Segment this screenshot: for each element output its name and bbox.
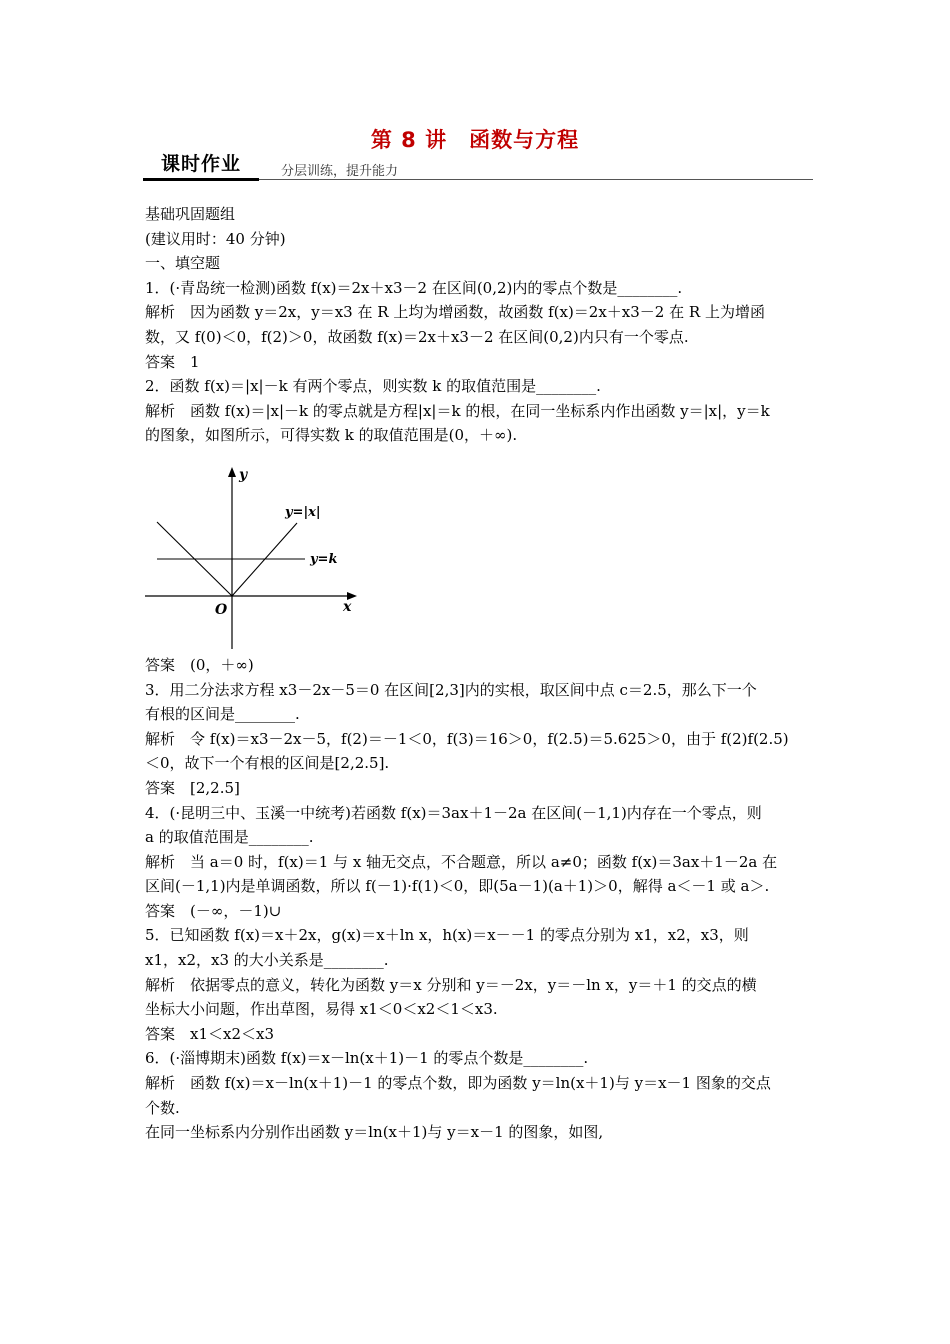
x-axis-label: x xyxy=(343,598,352,615)
banner-rule-thin xyxy=(259,179,813,180)
banner-tagline: 分层训练，提升能力 xyxy=(281,164,399,179)
question-1: 1．(·青岛统一检测)函数 f(x)＝2x＋x3－2 在区间(0,2)内的零点个数是________. xyxy=(145,278,683,297)
y-axis-arrow xyxy=(228,467,236,477)
analysis-5-line-1: 解析 依据零点的意义，转化为函数 y＝x 分别和 y＝－2x，y＝－ln x，y＝＋1 的交点的横 xyxy=(145,975,757,994)
analysis-2-line-2: 的图象，如图所示，可得实数 k 的取值范围是(0，＋∞). xyxy=(145,426,518,445)
question-5-line-2: x1，x2，x3 的大小关系是________. xyxy=(145,951,389,970)
analysis-3-line-1: 解析 令 f(x)＝x3－2x－5，f(2)＝－1＜0，f(3)＝16＞0，f(2.5)＝5.625＞0，由于 f(2)f(2.5) xyxy=(145,729,789,748)
answer-4: 答案 (－∞，－1)∪ xyxy=(145,901,282,920)
graph-svg xyxy=(145,451,375,651)
banner-label: 课时作业 xyxy=(160,153,241,175)
analysis-1-line-1: 解析 因为函数 y＝2x，y＝x3 在 R 上均为增函数，故函数 f(x)＝2x＋x3－2 在 R 上为增函 xyxy=(145,303,765,322)
question-4-line-2: a 的取值范围是________. xyxy=(145,828,314,847)
question-3-line-1: 3．用二分法求方程 x3－2x－5＝0 在区间[2,3]内的实根，取区间中点 c＝2.5，那么下一个 xyxy=(145,680,757,699)
answer-3: 答案 [2,2.5] xyxy=(145,778,240,797)
question-5-line-1: 5．已知函数 f(x)＝x＋2x，g(x)＝x＋ln x，h(x)＝x－－1 的零点分别为 x1，x2，x3，则 xyxy=(145,926,749,945)
analysis-4-line-2: 区间(－1,1)内是单调函数，所以 f(－1)·f(1)＜0，即(5a－1)(a＋1)＞0，解得 a＜－1 或 a＞. xyxy=(145,877,770,896)
answer-2: 答案 (0，＋∞) xyxy=(145,655,254,674)
question-4-line-1: 4．(·昆明三中、玉溪一中统考)若函数 f(x)＝3ax＋1－2a 在区间(－1,1)内存在一个零点，则 xyxy=(145,803,762,822)
analysis-6-line-3: 在同一坐标系内分别作出函数 y＝ln(x＋1)与 y＝x－1 的图象，如图, xyxy=(145,1123,604,1142)
analysis-3-line-2: ＜0，故下一个有根的区间是[2,2.5]. xyxy=(145,754,390,773)
analysis-6-line-2: 个数. xyxy=(145,1098,180,1117)
origin-label: O xyxy=(215,601,228,618)
y-axis-label: y xyxy=(239,466,248,483)
question-6: 6．(·淄博期末)函数 f(x)＝x－ln(x＋1)－1 的零点个数是________. xyxy=(145,1049,589,1068)
banner-rule-thick xyxy=(143,178,259,181)
abs-function-figure xyxy=(145,448,807,653)
answer-5: 答案 x1＜x2＜x3 xyxy=(145,1024,275,1043)
analysis-4-line-1: 解析 当 a＝0 时，f(x)＝1 与 x 轴无交点，不合题意，所以 a≠0；函数 f(x)＝3ax＋1－2a 在 xyxy=(145,852,778,871)
section-banner xyxy=(143,151,813,181)
analysis-5-line-2: 坐标大小问题，作出草图，易得 x1＜0＜x2＜1＜x3. xyxy=(145,1000,498,1019)
page-title: 第 8 讲 函数与方程 xyxy=(370,128,580,152)
suggested-time: (建议用时：40 分钟) xyxy=(145,229,286,248)
section-heading: 基础巩固题组 xyxy=(145,205,236,223)
abs-curve-label: y=|x| xyxy=(285,504,321,520)
k-line-label: y=k xyxy=(310,551,338,567)
question-3-line-2: 有根的区间是________. xyxy=(145,705,300,724)
analysis-1-line-2: 数，又 f(0)＜0，f(2)＞0，故函数 f(x)＝2x＋x3－2 在区间(0,2)内只有一个零点. xyxy=(145,327,689,346)
analysis-6-line-1: 解析 函数 f(x)＝x－ln(x＋1)－1 的零点个数，即为函数 y＝ln(x＋1)与 y＝x－1 图象的交点 xyxy=(145,1074,771,1093)
part-heading: 一、填空题 xyxy=(145,254,221,273)
analysis-2-line-1: 解析 函数 f(x)＝|x|－k 的零点就是方程|x|＝k 的根，在同一坐标系内作出函数 y＝|x|，y＝k xyxy=(145,401,770,420)
answer-1: 答案 1 xyxy=(145,352,200,371)
document-body xyxy=(145,202,807,1145)
question-2: 2．函数 f(x)＝|x|－k 有两个零点，则实数 k 的取值范围是________. xyxy=(145,377,601,396)
